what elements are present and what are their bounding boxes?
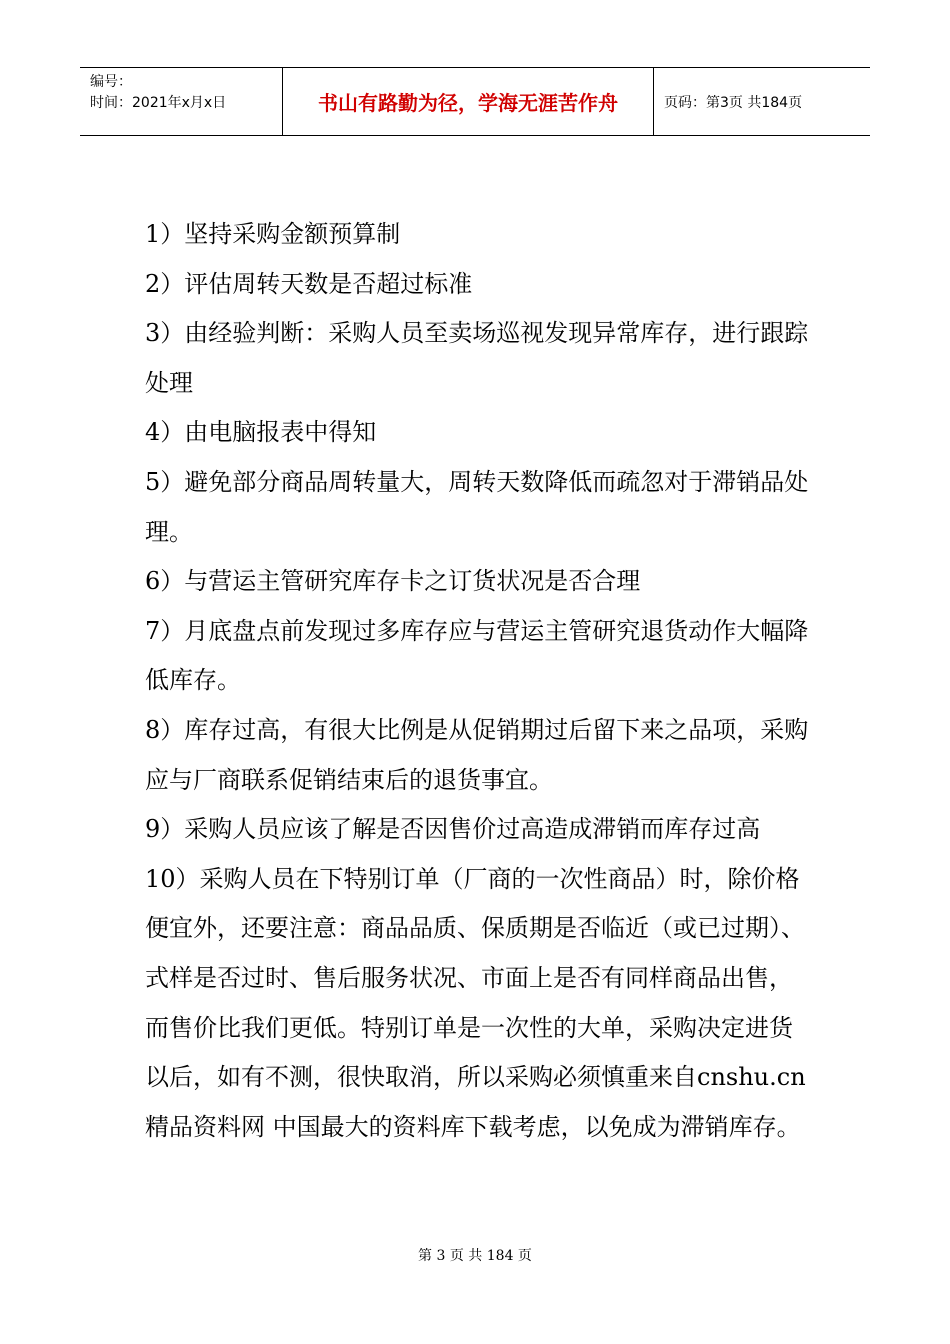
header-motto: 书山有路勤为径，学海无涯苦作舟 [283,68,654,135]
header-meta [80,68,283,135]
header-page-info: 页码：第3页 共184页 [664,94,803,111]
document-body [145,210,810,1152]
paragraph-3: 3）由经验判断：采购人员至卖场巡视发现异常库存，进行跟踪处理 [145,319,809,397]
paragraph-8: 8）库存过高，有很大比例是从促销期过后留下来之品项，采购应与厂商联系促销结束后的退货事宜。 [145,715,809,794]
document-number-label: 编号： [90,74,132,90]
paragraph-9: 9）采购人员应该了解是否因售价过高造成滞销而库存过高 [145,815,761,844]
paragraph-1: 1）坚持采购金额预算制 [145,220,401,248]
paragraph-5: 5）避免部分商品周转量大，周转天数降低而疏忽对于滞销品处理。 [145,467,809,546]
paragraph-7: 7）月底盘点前发现过多库存应与营运主管研究退货动作大幅降低库存。 [145,616,809,695]
document-header [80,67,870,136]
page-footer: 第 3 页 共 184 页 [418,1248,532,1264]
paragraph-10: 10）采购人员在下特别订单（厂商的一次性商品）时，除价格便宜外，还要注意：商品品质、保质期是否临近（或已过期）、式样是否过时、售后服务状况、市面上是否有同样商品出售，而售价比我们更低。特别订单是一次性的大单，采购决定进货以后，如有不测，很快取消，所以采购必须慎重来自cnshu.cn精品资料网 中国最大的资料库下载考虑，以免成为滞销库存。 [145,864,806,1141]
paragraph-2: 2）评估周转天数是否超过标准 [145,269,473,298]
document-time-label: 时间：2021年x月x日 [90,95,227,111]
paragraph-4: 4）由电脑报表中得知 [145,418,377,447]
paragraph-6: 6）与营运主管研究库存卡之订货状况是否合理 [145,567,641,596]
